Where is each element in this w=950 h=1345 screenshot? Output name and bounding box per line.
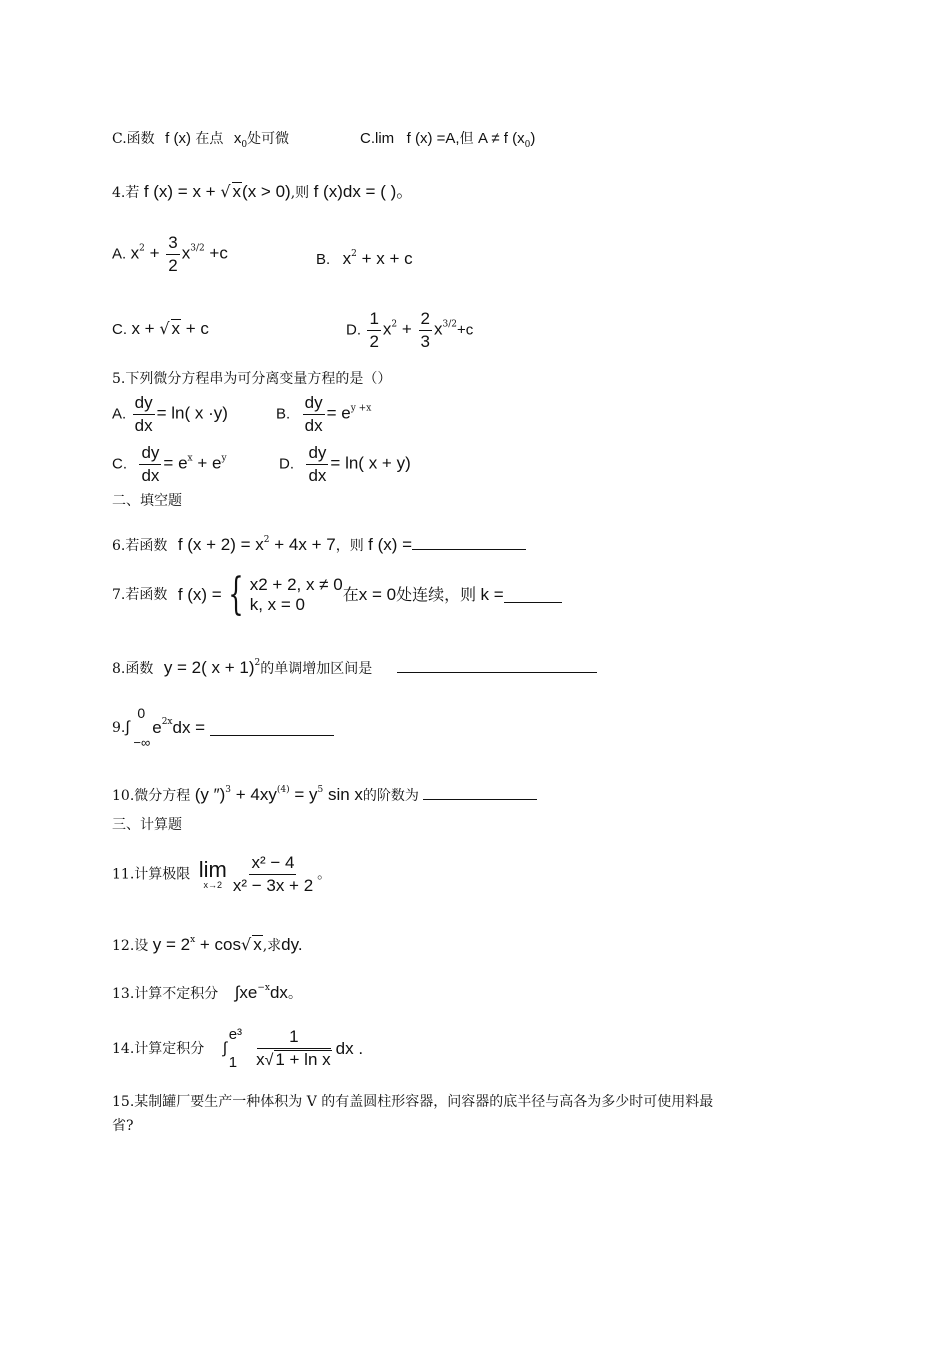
q5-b-label: B. bbox=[276, 405, 291, 423]
q3-c2-expr: f (x) =A, bbox=[406, 130, 460, 147]
q3-c1-expr: f (x) bbox=[165, 130, 191, 147]
q9-sup: 2x bbox=[161, 717, 173, 727]
q11-limit bbox=[199, 859, 227, 890]
q4-prefix: 4.若 bbox=[112, 185, 140, 201]
q5-b-fraction bbox=[303, 392, 325, 437]
q14-den1: x bbox=[256, 1050, 265, 1069]
q8-prefix: 8.函数 bbox=[112, 661, 154, 677]
q3-c2-text: 但 bbox=[459, 131, 474, 147]
q5-dy: dy bbox=[303, 392, 325, 415]
q4-c-label: C. bbox=[112, 321, 127, 338]
q4-a-fraction bbox=[166, 232, 179, 277]
q5-option-b bbox=[276, 392, 371, 437]
q4-expr3: (x > 0) bbox=[242, 182, 291, 201]
q3-c2-sub: 0 bbox=[524, 140, 531, 150]
q4-a-sup1: 2 bbox=[139, 243, 145, 254]
q3-c1-text: 在点 bbox=[195, 131, 224, 147]
q5-c-rhs2: + e bbox=[192, 453, 222, 473]
q4-d-num2: 2 bbox=[419, 308, 432, 331]
q10-expr2: + 4xy bbox=[231, 785, 277, 804]
q7-expr: f (x) = bbox=[177, 585, 222, 604]
q7-text2: 处连续，则 bbox=[396, 585, 477, 604]
q14-tail: dx . bbox=[335, 1039, 364, 1058]
q12-sup: x bbox=[190, 935, 196, 945]
q10-sup2: (4) bbox=[276, 785, 290, 795]
q8-answer-blank[interactable] bbox=[397, 658, 597, 673]
sqrt-icon: √ bbox=[220, 182, 231, 201]
q3-c1-sub: 0 bbox=[241, 140, 248, 150]
sqrt-icon: √ bbox=[240, 935, 252, 954]
q10-expr1: (y ″) bbox=[194, 785, 226, 804]
sqrt-icon: √ bbox=[264, 1052, 274, 1069]
q5-dx: dx bbox=[304, 416, 323, 435]
q4-d-sup1: 2 bbox=[391, 319, 398, 330]
q11-fraction bbox=[231, 852, 315, 897]
q10-text: 的阶数为 bbox=[362, 788, 419, 804]
q5-c-rhs1: = e bbox=[163, 453, 188, 473]
q4-d-label: D. bbox=[346, 321, 361, 339]
q9-expr1: e bbox=[152, 718, 162, 737]
q10-question bbox=[112, 780, 537, 806]
q13-question bbox=[112, 978, 302, 1004]
q5-dy: dy bbox=[306, 442, 328, 465]
q10-prefix: 10.微分方程 bbox=[112, 788, 191, 804]
q4-d-4: +c bbox=[456, 321, 474, 339]
q10-sup1: 3 bbox=[225, 785, 232, 795]
q4-a-den: 2 bbox=[168, 256, 178, 275]
q11-limsub: x→2 bbox=[203, 880, 223, 890]
q4-a-num: 3 bbox=[166, 232, 179, 255]
q7-answer-blank[interactable] bbox=[504, 588, 562, 603]
q4-expr1: f (x) = x + bbox=[143, 182, 221, 201]
q8-text: 的单调增加区间是 bbox=[260, 661, 373, 677]
q3-c1-var: x bbox=[233, 130, 242, 147]
q5-b-rhs: = e bbox=[326, 403, 351, 423]
q5-option-c bbox=[112, 442, 227, 487]
q5-d-fraction bbox=[306, 442, 328, 487]
q3-option-c2-line bbox=[360, 129, 535, 155]
q12-prefix: 12.设 bbox=[112, 938, 149, 954]
q4-option-d bbox=[346, 308, 473, 353]
q12-text: ,求 bbox=[262, 938, 282, 954]
q5-dy: dy bbox=[133, 392, 155, 415]
q13-sup: −x bbox=[257, 983, 270, 993]
q5-dx: dx bbox=[141, 466, 160, 485]
q14-integral bbox=[223, 1026, 242, 1072]
q6-prefix: 6.若函数 bbox=[112, 538, 168, 554]
q10-answer-blank[interactable] bbox=[423, 785, 537, 800]
q4-d-2: + bbox=[397, 319, 417, 339]
q13-expr2: dx bbox=[269, 983, 288, 1002]
q4-d-1: x bbox=[382, 319, 392, 339]
q13-prefix: 13.计算不定积分 bbox=[112, 986, 219, 1002]
q4-expr4: f (x)dx = ( )。 bbox=[313, 182, 414, 201]
q4-a-2: + bbox=[144, 243, 165, 263]
q11-tail: 。 bbox=[317, 866, 332, 883]
q4-d-fraction2 bbox=[419, 308, 432, 353]
q13-tail: 。 bbox=[287, 986, 302, 1002]
q5-dy: dy bbox=[139, 442, 161, 465]
q4-d-fraction1 bbox=[367, 308, 380, 353]
q7-case2: k, x = 0 bbox=[249, 595, 306, 614]
section-calc-heading: 三、计算题 bbox=[112, 817, 182, 833]
q12-expr1: y = 2 bbox=[152, 935, 191, 954]
q4-expr2: x bbox=[232, 182, 242, 201]
q4-c-3: + c bbox=[181, 319, 209, 338]
q9-lower: −∞ bbox=[133, 735, 151, 750]
q14-denominator bbox=[254, 1049, 334, 1072]
q10-expr4: sin x bbox=[323, 785, 363, 804]
q5-b-sup: y +x bbox=[350, 403, 372, 414]
q10-sup3: 5 bbox=[317, 785, 324, 795]
q5-c-sup2: y bbox=[221, 453, 227, 464]
q5-option-a bbox=[112, 392, 228, 437]
q9-integral bbox=[125, 704, 150, 752]
q6-text: ，则 bbox=[335, 538, 364, 554]
q13-expr1: ∫xe bbox=[234, 983, 258, 1002]
q8-expr: y = 2( x + 1) bbox=[163, 658, 255, 677]
q12-expr3: x bbox=[253, 935, 262, 954]
q12-question bbox=[112, 930, 303, 956]
q4-d-sup2: 3/2 bbox=[442, 319, 457, 330]
sqrt-icon: √ bbox=[159, 319, 170, 338]
q7-expr3: k = bbox=[480, 585, 504, 604]
q3-c1-label: C.函数 bbox=[112, 131, 155, 147]
q8-question bbox=[112, 653, 597, 679]
q3-c2-close: ) bbox=[530, 130, 536, 147]
q14-question bbox=[112, 1026, 363, 1072]
q6-expr3: f (x) = bbox=[368, 535, 413, 554]
q4-option-a bbox=[112, 232, 228, 277]
q3-c1-tail: 处可微 bbox=[247, 131, 290, 147]
q3-option-c-line bbox=[112, 129, 289, 155]
q5-c-sup1: x bbox=[187, 453, 193, 464]
q4-option-c bbox=[112, 319, 209, 340]
q11-lim: lim bbox=[198, 857, 227, 882]
q11-num: x² − 4 bbox=[249, 852, 296, 875]
q9-answer-blank[interactable] bbox=[210, 721, 334, 736]
q11-question bbox=[112, 852, 331, 897]
q4-question bbox=[112, 182, 413, 203]
q4-text: ,则 bbox=[290, 185, 310, 201]
q6-answer-blank[interactable] bbox=[412, 535, 526, 550]
integral-icon: ∫ bbox=[125, 719, 130, 736]
q6-expr1: f (x + 2) = x bbox=[177, 535, 264, 554]
integral-icon: ∫ bbox=[222, 1040, 228, 1057]
q5-d-rhs: = ln( x + y) bbox=[330, 453, 411, 473]
q12-expr2: + cos bbox=[195, 935, 241, 954]
q7-question bbox=[112, 569, 562, 620]
q4-d-den2: 3 bbox=[420, 332, 430, 351]
q9-prefix: 9. bbox=[112, 720, 126, 736]
q5-dx: dx bbox=[134, 416, 153, 435]
q7-text1: 在 bbox=[342, 585, 359, 604]
q5-d-label: D. bbox=[279, 455, 294, 473]
q7-expr2: x = 0 bbox=[358, 585, 397, 604]
q6-sup: 2 bbox=[263, 535, 270, 545]
q5-dx: dx bbox=[308, 466, 327, 485]
q6-expr2: + 4x + 7 bbox=[269, 535, 336, 554]
q14-fraction bbox=[254, 1026, 334, 1072]
q4-d-3: x bbox=[434, 319, 443, 339]
q4-a-label: A. bbox=[112, 245, 127, 263]
q15-line2: 省? bbox=[112, 1118, 134, 1134]
q4-b-sup: 2 bbox=[351, 249, 357, 259]
q9-expr2: dx = bbox=[172, 718, 206, 737]
q4-c-1: x + bbox=[131, 319, 160, 338]
q14-lower: 1 bbox=[228, 1054, 238, 1071]
q10-expr3: = y bbox=[289, 785, 318, 804]
q4-c-2: x bbox=[171, 319, 181, 338]
q14-num: 1 bbox=[257, 1026, 331, 1049]
q12-expr4: dy. bbox=[281, 935, 303, 954]
q5-a-rhs: = ln( x ·y) bbox=[156, 403, 228, 423]
q7-cases bbox=[250, 575, 343, 615]
q7-case1: x2 + 2, x ≠ 0 bbox=[249, 575, 343, 594]
q9-question bbox=[112, 704, 334, 752]
q7-prefix: 7.若函数 bbox=[112, 587, 168, 603]
q5-c-label: C. bbox=[112, 455, 127, 473]
q4-a-sup2: 3/2 bbox=[190, 243, 205, 254]
q3-c2-label: C.lim bbox=[360, 130, 395, 147]
q11-den: x² − 3x + 2 bbox=[232, 876, 314, 895]
q4-a-4: +c bbox=[204, 243, 228, 263]
section-fill-in-heading: 二、填空题 bbox=[112, 493, 182, 509]
q4-b-2: + x + c bbox=[356, 249, 413, 268]
q5-option-d bbox=[279, 442, 411, 487]
q8-sup: 2 bbox=[254, 658, 261, 668]
q4-a-1: x bbox=[130, 243, 140, 263]
left-brace-icon: { bbox=[228, 569, 244, 620]
q15-line1: 15.某制罐厂要生产一种体积为 V 的有盖圆柱形容器，问容器的底半径与高各为多少时可使用料最 bbox=[112, 1094, 714, 1110]
q6-question bbox=[112, 530, 526, 556]
q4-a-3: x bbox=[181, 243, 191, 263]
q3-c2-tail: A ≠ f (x bbox=[478, 130, 525, 147]
q5-c-fraction bbox=[139, 442, 161, 487]
q4-option-b bbox=[316, 244, 413, 270]
q14-den2: 1 + ln x bbox=[275, 1050, 331, 1069]
q14-prefix: 14.计算定积分 bbox=[112, 1041, 205, 1057]
q14-upper: e³ bbox=[228, 1026, 243, 1043]
q5-a-label: A. bbox=[112, 405, 127, 423]
q4-d-den1: 2 bbox=[369, 332, 379, 351]
q5-title: 5.下列微分方程串为可分离变量方程的是（） bbox=[112, 371, 392, 387]
q9-upper: 0 bbox=[137, 705, 146, 721]
q4-b-1: x bbox=[342, 249, 352, 268]
q4-d-num1: 1 bbox=[367, 308, 380, 331]
q5-a-fraction bbox=[133, 392, 155, 437]
q4-b-label: B. bbox=[316, 251, 331, 268]
q11-prefix: 11.计算极限 bbox=[112, 866, 191, 883]
